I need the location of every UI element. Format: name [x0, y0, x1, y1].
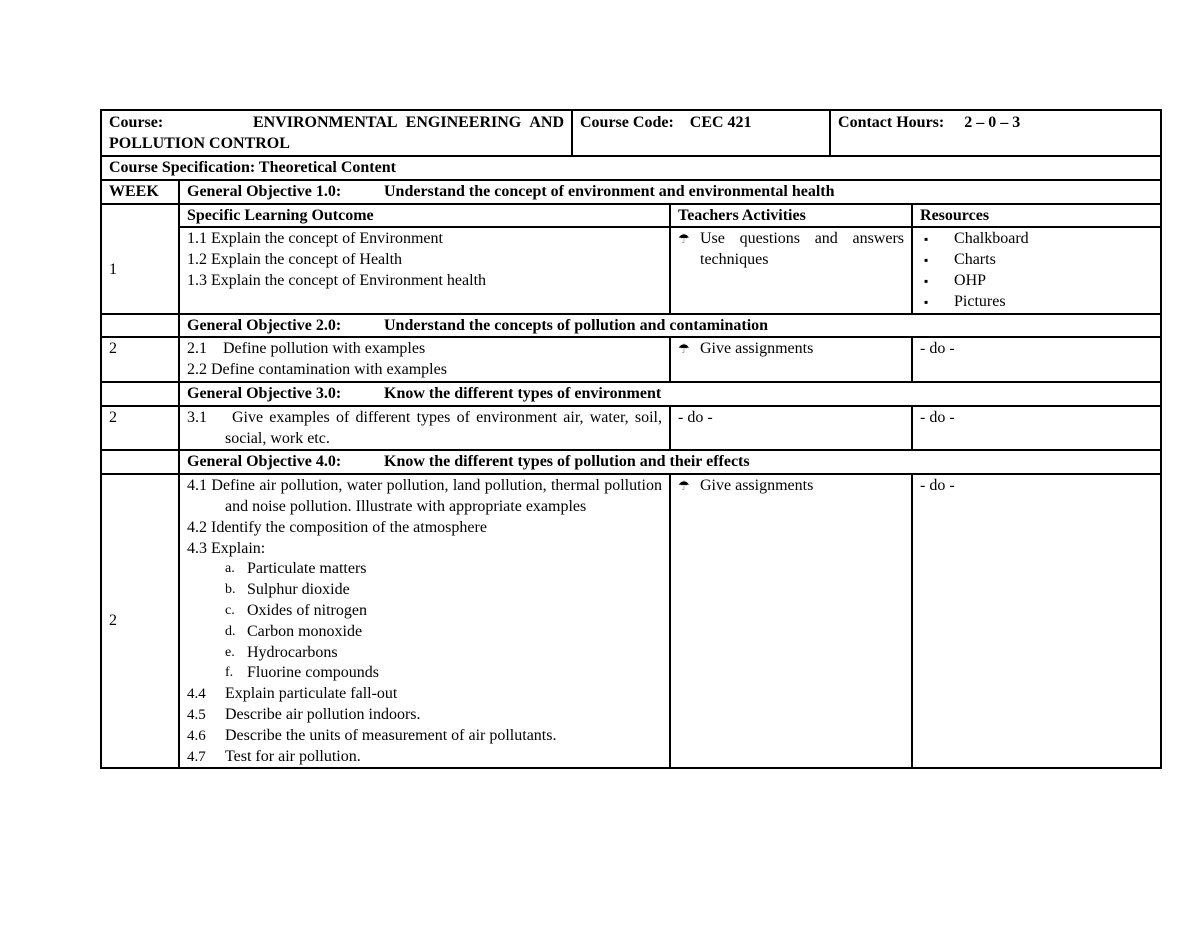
- resource-item: ▪ Chalkboard: [920, 229, 1153, 250]
- activity-2: Give assignments: [700, 340, 814, 358]
- objective-3: [179, 382, 1161, 406]
- sub-item: a. Particulate matters: [225, 560, 367, 578]
- outcome-2-1: 2.1 Define pollution with examples: [187, 340, 426, 358]
- outcome-3-1: 3.1 Give examples of different types of environment air, water, soil, social, work etc.: [187, 408, 666, 447]
- course-specification-document: [100, 109, 1160, 769]
- contact-hours-cell: [830, 110, 1161, 156]
- course-header-row: [101, 110, 1161, 156]
- contact-hours: 2 – 0 – 3: [964, 114, 1021, 131]
- objective-3-label: General Objective 3.0:: [187, 384, 342, 402]
- section-4-row: [101, 474, 1161, 768]
- course-table: [100, 109, 1162, 769]
- section-1-activity: [670, 227, 912, 313]
- objective-2: [179, 314, 1161, 338]
- resource-item: ▪ Pictures: [920, 292, 1153, 313]
- activity-3: - do -: [670, 406, 912, 451]
- col-slo: Specific Learning Outcome: [179, 204, 670, 228]
- week-spacer: [101, 204, 179, 228]
- section-2-activity: [670, 337, 912, 382]
- outcome-4-3: 4.3 Explain:: [187, 539, 266, 557]
- section-4-activity: [670, 474, 912, 768]
- objective-4-text: Know the different types of pollution and their effects: [384, 453, 750, 471]
- objective-1-row: [101, 180, 1161, 204]
- course-code-cell: [572, 110, 830, 156]
- activity-1: Use questions and answers techniques: [700, 230, 905, 269]
- week-spacer: [101, 450, 179, 474]
- section-3-outcomes: [179, 406, 670, 451]
- objective-4-label: General Objective 4.0:: [187, 453, 342, 471]
- course-label: Course:: [109, 114, 164, 131]
- resources-2: - do -: [912, 337, 1161, 382]
- resource-item: ▪ Charts: [920, 250, 1153, 271]
- resources-4: - do -: [912, 474, 1161, 768]
- resources-3: - do -: [912, 406, 1161, 451]
- outcome-4-7: 4.7 Test for air pollution.: [187, 747, 361, 765]
- section-1-row: [101, 227, 1161, 313]
- outcome-4-6: 4.6 Describe the units of measurement of air pollutants.: [187, 726, 557, 744]
- sub-item: f. Fluorine compounds: [225, 664, 379, 682]
- outcome-4-1: 4.1 Define air pollution, water pollution, land pollution, thermal pollution and noise pollution. Illustrate with appropriate examples: [187, 477, 662, 515]
- objective-3-text: Know the different types of environment: [384, 384, 662, 402]
- outcome-4-4: 4.4 Explain particulate fall-out: [187, 685, 398, 703]
- week-2a: 2: [101, 337, 179, 382]
- objective-2-text: Understand the concepts of pollution and contamination: [384, 316, 769, 334]
- umbrella-icon: ☂: [678, 341, 690, 357]
- sub-item-list: [187, 559, 662, 684]
- objective-1-text: Understand the concept of environment and environmental health: [384, 182, 835, 200]
- objective-1-label: General Objective 1.0:: [187, 182, 342, 200]
- objective-2-row: [101, 314, 1161, 338]
- outcome-2-2: 2.2 Define contamination with examples: [187, 361, 447, 379]
- section-2-row: [101, 337, 1161, 382]
- objective-4: [179, 450, 1161, 474]
- umbrella-icon: ☂: [678, 478, 690, 494]
- section-2-outcomes: [179, 337, 670, 382]
- course-code-label: Course Code:: [580, 114, 674, 131]
- resources-list: [920, 229, 1153, 312]
- outcome-1-2: 1.2 Explain the concept of Health: [187, 251, 403, 269]
- sub-item: d. Carbon monoxide: [225, 622, 363, 640]
- course-title: ENVIRONMENTAL ENGINEERING AND POLLUTION CONTROL: [109, 114, 565, 152]
- spec-title-row: [101, 156, 1161, 180]
- course-title-cell: [101, 110, 572, 156]
- week-1: 1: [101, 227, 179, 313]
- sub-item: c. Oxides of nitrogen: [225, 601, 367, 619]
- outcome-1-1: 1.1 Explain the concept of Environment: [187, 230, 443, 248]
- section-3-row: [101, 406, 1161, 451]
- outcome-4-2: 4.2 Identify the composition of the atmosphere: [187, 518, 487, 536]
- sub-item: b. Sulphur dioxide: [225, 581, 350, 599]
- course-code: CEC 421: [689, 114, 752, 131]
- section-1-outcomes: [179, 227, 670, 313]
- outcome-1-3: 1.3 Explain the concept of Environment health: [187, 271, 487, 289]
- week-header: WEEK: [101, 180, 179, 204]
- objective-3-row: [101, 382, 1161, 406]
- objective-4-row: [101, 450, 1161, 474]
- week-2b: 2: [101, 406, 179, 451]
- activity-4: Give assignments: [700, 477, 814, 495]
- week-spacer: [101, 314, 179, 338]
- section-1-resources: [912, 227, 1161, 313]
- sub-item: e. Hydrocarbons: [225, 643, 338, 661]
- resource-item: ▪ OHP: [920, 271, 1153, 292]
- week-2c: 2: [101, 474, 179, 768]
- objective-2-label: General Objective 2.0:: [187, 316, 342, 334]
- outcome-4-5: 4.5 Describe air pollution indoors.: [187, 705, 421, 723]
- col-resources: Resources: [912, 204, 1161, 228]
- objective-1: [179, 180, 1161, 204]
- contact-hours-label: Contact Hours:: [838, 114, 945, 131]
- week-spacer: [101, 382, 179, 406]
- col-teachers-activities: Teachers Activities: [670, 204, 912, 228]
- umbrella-icon: ☂: [678, 231, 690, 247]
- section-4-outcomes: [179, 474, 670, 768]
- spec-title: Course Specification: Theoretical Content: [101, 156, 1161, 180]
- column-header-row: [101, 204, 1161, 228]
